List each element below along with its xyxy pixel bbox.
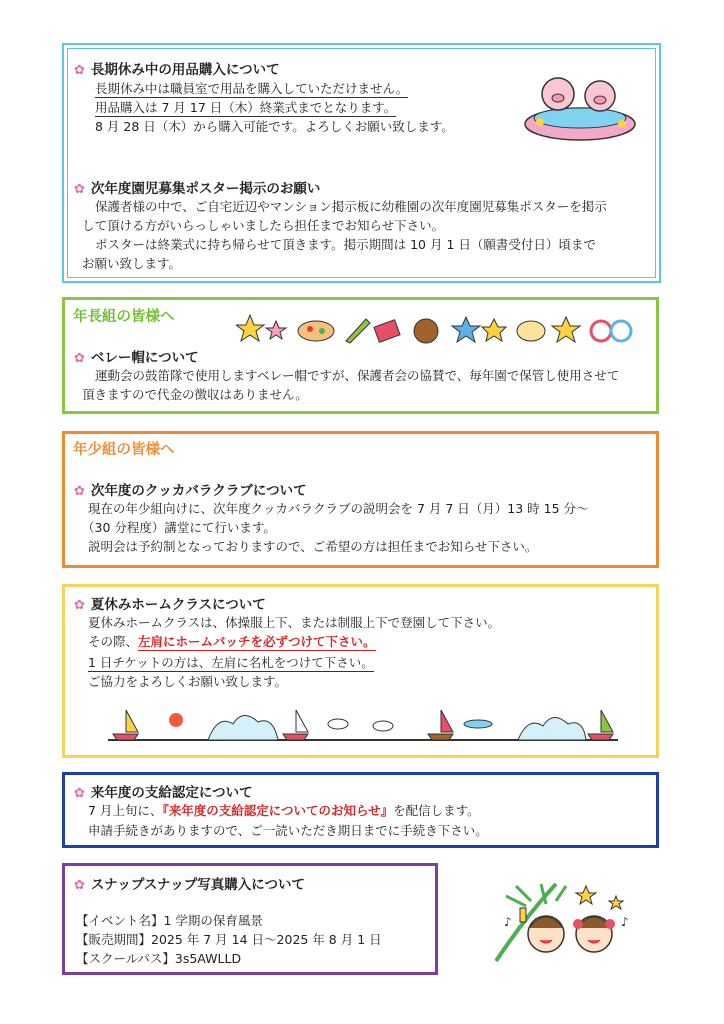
home-class-text-1: 夏休みホームクラスは、体操服上下、または制服上下で登園して下さい。 bbox=[88, 615, 501, 630]
poster-heading: ✿ 次年度園児募集ポスター掲示のお願い bbox=[74, 181, 321, 197]
snap-heading: ✿ スナップスナップ写真購入について bbox=[74, 877, 306, 893]
svg-text:♪: ♪ bbox=[621, 915, 629, 929]
tanabata-kids-illustration bbox=[486, 876, 636, 966]
flower-bullet-icon: ✿ bbox=[74, 182, 85, 197]
home-class-text-4: ご協力をよろしくお願い致します。 bbox=[88, 674, 288, 689]
snap-event: 【イベント名】1 学期の保育風景 bbox=[76, 913, 263, 928]
nensho-title: 年少組の皆様へ bbox=[73, 442, 175, 458]
kookaburra-text-1: 現在の年少組向けに、次年度クッカバラクラブの説明会を 7 月 7 日（月）13 時 15 分～ bbox=[88, 501, 589, 516]
flower-bullet-icon: ✿ bbox=[74, 878, 85, 893]
beret-heading: ✿ ベレー帽について bbox=[74, 350, 199, 366]
supplies-text-2: 用品購入は 7 月 17 日（木）終業式までとなります。 bbox=[95, 100, 397, 115]
poster-text-3: ポスターは終業式に持ち帰らせて頂きます。掲示期間は 10 月 1 日（願書受付日）頃まで bbox=[95, 237, 596, 252]
snap-school-pass: 【スクールパス】3s5AWLLD bbox=[76, 951, 242, 966]
flower-bullet-icon: ✿ bbox=[74, 598, 85, 613]
home-class-text-2: その際、左肩にホームバッチを必ずつけて下さい。 bbox=[88, 634, 376, 649]
poster-text-4: お願い致します。 bbox=[82, 256, 182, 271]
certification-heading: ✿ 来年度の支給認定について bbox=[74, 785, 253, 801]
supplies-text-3: 8 月 28 日（木）から購入可能です。よろしくお願い致します。 bbox=[95, 119, 454, 134]
supplies-text-1: 長期休み中は職員室で用品を購入していただけません。 bbox=[95, 81, 409, 96]
flower-bullet-icon: ✿ bbox=[74, 351, 85, 366]
snap-period: 【販売期間】2025 年 7 月 14 日～2025 年 8 月 1 日 bbox=[76, 932, 382, 947]
beret-text-1: 運動会の鼓笛隊で使用しますベレー帽ですが、保護者会の協賛で、毎年園で保管し使用させて bbox=[95, 368, 620, 383]
flower-bullet-icon: ✿ bbox=[74, 484, 85, 499]
poster-text-1: 保護者様の中で、ご自宅近辺やマンション掲示板に幼稚園の次年度園児募集ポスターを掲示 bbox=[95, 199, 607, 214]
home-class-heading: ✿ 夏休みホームクラスについて bbox=[74, 597, 266, 613]
poster-text-2: して頂ける方がいらっしゃいましたら担任までお知らせ下さい。 bbox=[82, 218, 445, 233]
supplies-heading: ✿ 長期休み中の用品購入について bbox=[74, 62, 280, 78]
home-class-text-3: 1 日チケットの方は、左肩に名札をつけて下さい。 bbox=[88, 655, 374, 670]
beret-text-2: 頂きますので代金の徴収はありません。 bbox=[82, 387, 308, 402]
kookaburra-text-3: 説明会は予約制となっておりますので、ご希望の方は担任までお知らせ下さい。 bbox=[88, 539, 538, 554]
sea-boats-border-illustration bbox=[108, 704, 618, 744]
kookaburra-heading: ✿ 次年度のクッカバラクラブについて bbox=[74, 483, 307, 499]
kookaburra-text-2: （30 分程度）講堂にて行います。 bbox=[82, 520, 276, 535]
certification-text-2: 申請手続きがありますので、ご一読いただき期日までに手続き下さい。 bbox=[88, 823, 488, 838]
stars-and-food-border-illustration bbox=[236, 313, 641, 349]
flower-bullet-icon: ✿ bbox=[74, 786, 85, 801]
certification-text-1: 7 月上旬に、『来年度の支給認定についてのお知らせ』を配信します。 bbox=[88, 803, 480, 818]
svg-text:♪: ♪ bbox=[504, 915, 512, 929]
flower-bullet-icon: ✿ bbox=[74, 63, 85, 78]
nencho-title: 年長組の皆様へ bbox=[73, 309, 175, 325]
pigs-in-pool-illustration bbox=[520, 64, 640, 144]
